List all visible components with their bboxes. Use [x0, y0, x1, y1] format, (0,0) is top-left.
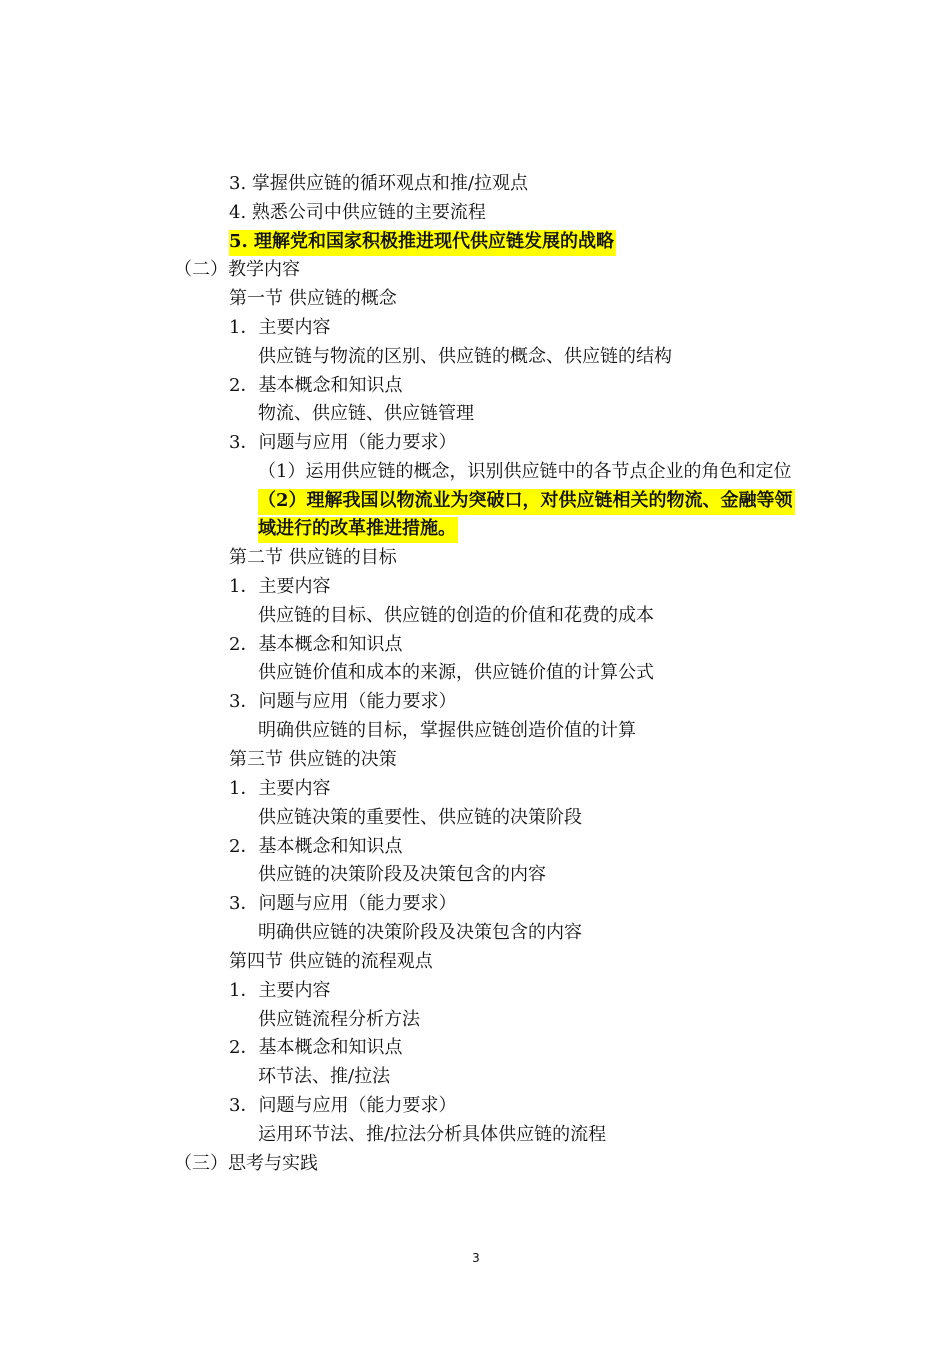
chapter-2-main-content: 供应链的目标、供应链的创造的价值和花费的成本 — [258, 605, 654, 626]
chapter-2-title: 第二节 供应链的目标 — [229, 547, 397, 568]
chapter-4-main-content: 供应链流程分析方法 — [258, 1009, 420, 1030]
objective-item-4: 4. 熟悉公司中供应链的主要流程 — [229, 202, 486, 223]
chapter-2-application: 明确供应链的目标，掌握供应链创造价值的计算 — [258, 720, 636, 741]
chapter-1-concepts: 物流、供应链、供应链管理 — [258, 403, 474, 424]
chapter-1-concepts-label: 2．基本概念和知识点 — [229, 375, 403, 396]
chapter-4-main-content-label: 1．主要内容 — [229, 980, 331, 1001]
section-heading-teaching-content: （二）教学内容 — [174, 259, 300, 280]
chapter-2-main-content-label: 1．主要内容 — [229, 576, 331, 597]
chapter-3-title: 第三节 供应链的决策 — [229, 749, 397, 770]
chapter-3-application-label: 3．问题与应用（能力要求） — [229, 893, 457, 914]
chapter-4-concepts: 环节法、推/拉法 — [258, 1066, 391, 1087]
chapter-3-main-content: 供应链决策的重要性、供应链的决策阶段 — [258, 807, 582, 828]
section-heading-practice: （三）思考与实践 — [174, 1153, 318, 1174]
chapter-1-application-label: 3．问题与应用（能力要求） — [229, 432, 457, 453]
chapter-1-application-1: （1）运用供应链的概念，识别供应链中的各节点企业的角色和定位 — [258, 461, 792, 482]
chapter-1-title: 第一节 供应链的概念 — [229, 288, 397, 309]
objective-item-3: 3. 掌握供应链的循环观点和推/拉观点 — [229, 173, 528, 194]
chapter-1-application-2-line-1-highlighted: （2）理解我国以物流业为突破口，对供应链相关的物流、金融等领 — [258, 489, 795, 515]
chapter-2-application-label: 3．问题与应用（能力要求） — [229, 691, 457, 712]
chapter-1-application-2-line-2-highlighted: 域进行的改革推进措施。 — [258, 517, 458, 543]
chapter-3-application: 明确供应链的决策阶段及决策包含的内容 — [258, 922, 582, 943]
chapter-3-concepts-label: 2．基本概念和知识点 — [229, 836, 403, 857]
chapter-3-concepts: 供应链的决策阶段及决策包含的内容 — [258, 864, 546, 885]
chapter-4-application-label: 3．问题与应用（能力要求） — [229, 1095, 457, 1116]
chapter-4-concepts-label: 2．基本概念和知识点 — [229, 1037, 403, 1058]
page-number: 3 — [472, 1251, 480, 1265]
chapter-3-main-content-label: 1．主要内容 — [229, 778, 331, 799]
chapter-4-title: 第四节 供应链的流程观点 — [229, 951, 433, 972]
chapter-1-main-content: 供应链与物流的区别、供应链的概念、供应链的结构 — [258, 346, 672, 367]
chapter-2-concepts: 供应链价值和成本的来源，供应链价值的计算公式 — [258, 662, 654, 683]
objective-item-5-highlighted: 5. 理解党和国家积极推进现代供应链发展的战略 — [229, 230, 616, 256]
chapter-1-main-content-label: 1．主要内容 — [229, 317, 331, 338]
chapter-4-application: 运用环节法、推/拉法分析具体供应链的流程 — [258, 1124, 607, 1145]
chapter-2-concepts-label: 2．基本概念和知识点 — [229, 634, 403, 655]
